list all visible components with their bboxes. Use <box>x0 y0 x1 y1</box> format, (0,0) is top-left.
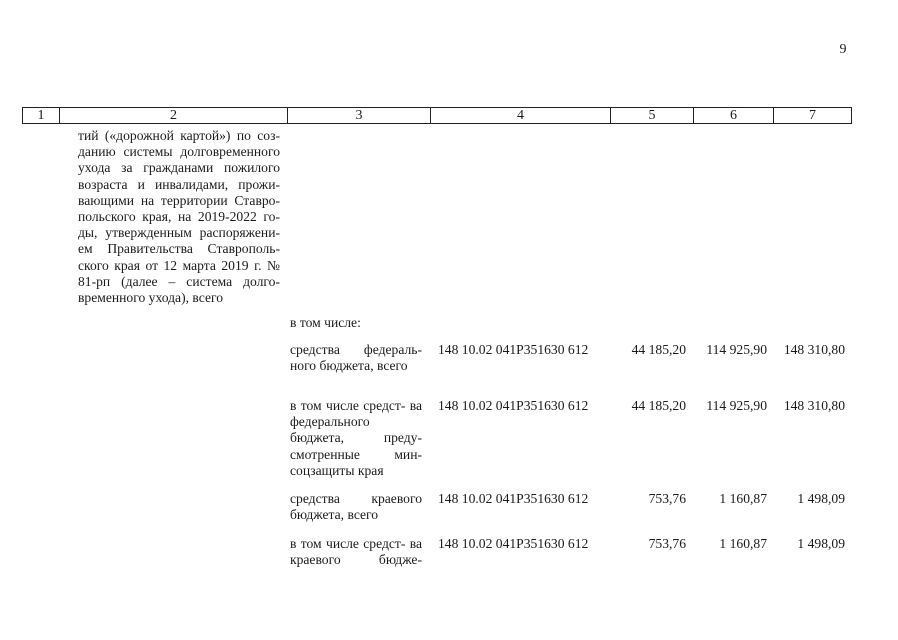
row-label-line: в том числе: <box>290 315 361 330</box>
row-label-line: средства краевого <box>290 491 422 506</box>
row-label-line: бюджета, преду- <box>290 430 422 446</box>
row-label-line: ва федерального <box>290 398 422 430</box>
row-label-federal-budget <box>290 342 422 374</box>
header-col-2: 2 <box>60 108 288 124</box>
value-2019: 753,76 <box>648 491 686 506</box>
description-line: временного ухода), всего <box>78 290 224 306</box>
description-line: ды, утвержденным распоряжени- <box>78 225 280 241</box>
description-line: № 81-рп (далее – система долго- <box>78 257 280 289</box>
row-label-line: соцзащиты края <box>290 462 384 478</box>
value-total: 1 498,09 <box>797 491 845 506</box>
value-2020: 114 925,90 <box>706 398 767 413</box>
budget-code: 148 10.02 041P351630 612 <box>438 398 589 413</box>
row-label-line: ного бюджета, всего <box>290 358 408 374</box>
header-col-4: 4 <box>431 108 611 124</box>
table-header-row <box>22 107 852 124</box>
description-line: тий («дорожной картой») по соз- <box>78 128 280 143</box>
value-total: 148 310,80 <box>783 398 845 413</box>
row-label-line: средства федераль- <box>290 342 422 357</box>
header-col-1: 1 <box>23 108 60 124</box>
description-line: ем Правительства Ставрополь- <box>78 241 280 257</box>
value-2020: 1 160,87 <box>719 536 767 551</box>
header-col-6: 6 <box>694 108 774 124</box>
budget-code: 148 10.02 041P351630 612 <box>438 342 589 357</box>
budget-code: 148 10.02 041P351630 612 <box>438 536 589 551</box>
header-col-7: 7 <box>774 108 852 124</box>
row-label-line: ва краевого бюдже- <box>290 536 422 568</box>
item-description <box>78 128 280 306</box>
description-line: вающими на территории Ставро- <box>78 192 280 208</box>
description-line: данию системы долговременного <box>78 144 280 160</box>
description-line: польского края, на 2019-2022 го- <box>78 209 280 225</box>
value-total: 1 498,09 <box>797 536 845 551</box>
row-label-line: в том числе средст- <box>290 536 406 551</box>
page-number: 9 <box>839 42 847 57</box>
value-2019: 44 185,20 <box>631 398 686 413</box>
value-2020: 1 160,87 <box>719 491 767 506</box>
value-2020: 114 925,90 <box>706 342 767 357</box>
row-label-regional-budget <box>290 491 422 523</box>
row-label-federal-budget-minsoc <box>290 398 422 479</box>
row-label-including <box>290 315 422 331</box>
row-label-line: в том числе средст- <box>290 398 406 413</box>
description-line: ского края от 12 марта 2019 г. <box>78 257 262 273</box>
budget-code: 148 10.02 041P351630 612 <box>438 491 589 506</box>
row-label-line: бюджета, всего <box>290 507 379 523</box>
value-2019: 753,76 <box>648 536 686 551</box>
header-col-3: 3 <box>288 108 431 124</box>
value-2019: 44 185,20 <box>631 342 686 357</box>
header-col-5: 5 <box>611 108 694 124</box>
description-line: ухода за гражданами пожилого <box>78 160 280 176</box>
row-label-line: смотренные мин- <box>290 446 422 462</box>
value-total: 148 310,80 <box>783 342 845 357</box>
row-label-regional-budget-including <box>290 536 422 568</box>
description-line: возраста и инвалидами, прожи- <box>78 176 280 192</box>
